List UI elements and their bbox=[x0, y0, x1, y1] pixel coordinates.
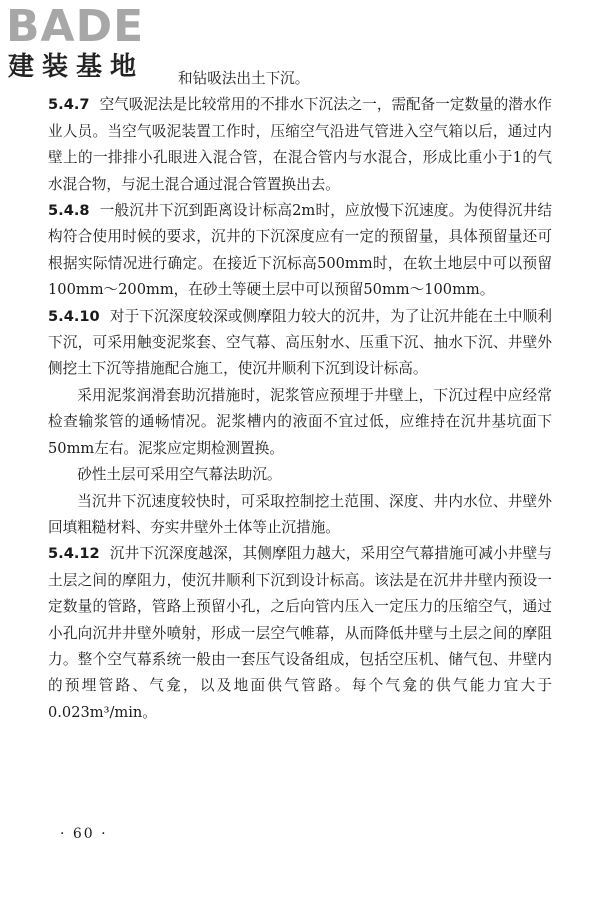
section-5-4-7 bbox=[48, 92, 552, 198]
page-body bbox=[48, 66, 552, 726]
logo-subtitle: 建装基地 bbox=[8, 52, 145, 82]
section-5-4-10 bbox=[48, 304, 552, 383]
page-number: · 60 · bbox=[60, 826, 108, 842]
paragraph: 采用泥浆润滑套助沉措施时，泥浆管应预埋于井壁上，下沉过程中应经常检查输浆管的通畅情况。泥浆槽内的液面不宜过低，应维持在沉井基坑面下50mm左右。泥浆应定期检测置换。 bbox=[48, 386, 552, 457]
section-number: 5.4.10 bbox=[48, 307, 100, 325]
section-text: 一般沉井下沉到距离设计标高2m时，应放慢下沉速度。为使得沉井结构符合使用时候的要求，沉井的下沉深度应有一定的预留量，具体预留量还可根据实际情况进行确定。在接近下沉标高500mm时，在软土地层中可以预留100mm～200mm，在砂土等硬土层中可以预留50mm～100mm。 bbox=[48, 202, 552, 299]
logo-wordmark: BADE bbox=[6, 1, 145, 52]
section-text: 对于下沉深度较深或侧摩阻力较大的沉井，为了让沉井能在土中顺利下沉，可采用触变泥浆套、空气幕、高压射水、压重下沉、抽水下沉、井壁外侧挖土下沉等措施配合施工，使沉井顺利下沉到设计标高。 bbox=[48, 307, 552, 378]
section-text: 沉井下沉深度越深，其侧摩阻力越大，采用空气幕措施可减小井壁与土层之间的摩阻力，使沉井顺利下沉到设计标高。该法是在沉井井壁内预设一定数量的管路，管路上预留小孔，之后向管内压入一定压力的压缩空气，通过小孔向沉井井壁外喷射，形成一层空气帷幕，从而降低井壁与土层之间的摩阻力。整个空气幕系统一般由一套压气设备组成，包括空压机、储气包、井壁内的预埋管路、气龛，以及地面供气管路。每个气龛的供气能力宜大于0.023m³/min。 bbox=[48, 545, 552, 721]
paragraph: 当沉井下沉速度较快时，可采取控制挖土范围、深度、井内水位、井壁外回填粗糙材料、夯实井壁外土体等止沉措施。 bbox=[48, 492, 552, 536]
continuation-line: 和钻吸法出土下沉。 bbox=[178, 70, 310, 87]
section-number: 5.4.8 bbox=[48, 202, 90, 220]
section-5-4-8 bbox=[48, 198, 552, 304]
section-number: 5.4.12 bbox=[48, 545, 100, 563]
section-5-4-12 bbox=[48, 541, 552, 726]
section-text: 空气吸泥法是比较常用的不排水下沉法之一，需配备一定数量的潜水作业人员。当空气吸泥装置工作时，压缩空气沿进气管进入空气箱以后，通过内壁上的一排排小孔眼进入混合管，在混合管内与水混合，形成比重小于1的气水混合物，与泥土混合通过混合管置换出去。 bbox=[48, 96, 552, 193]
section-number: 5.4.7 bbox=[48, 96, 90, 114]
paragraph: 砂性土层可采用空气幕法助沉。 bbox=[77, 466, 282, 484]
